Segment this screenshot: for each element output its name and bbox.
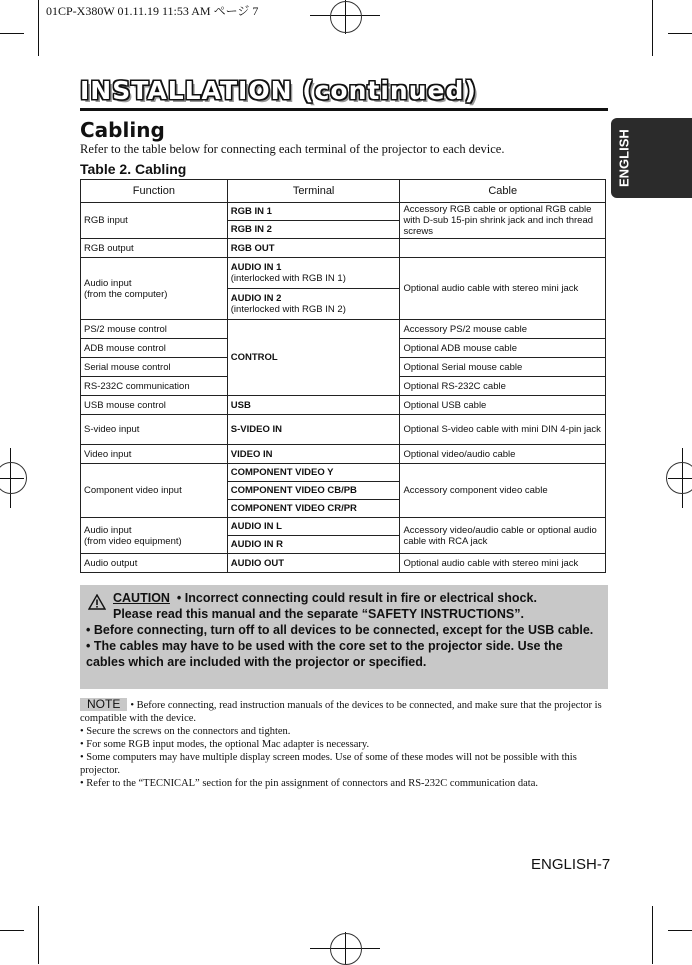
caution-label: CAUTION: [113, 591, 170, 605]
function-cell: ADB mouse control: [81, 339, 228, 358]
function-cell: Component video input: [81, 464, 228, 518]
caution-text: • Incorrect connecting could result in fire or electrical shock.: [176, 591, 537, 605]
terminal-cell: COMPONENT VIDEO CB/PB: [227, 482, 400, 500]
terminal-note: (interlocked with RGB IN 2): [230, 304, 346, 315]
cable-cell: Optional S-video cable with mini DIN 4-pin jack: [400, 415, 606, 445]
terminal-cell: [227, 289, 400, 320]
function-cell: USB mouse control: [81, 396, 228, 415]
terminal-cell: COMPONENT VIDEO CR/PR: [227, 500, 400, 518]
terminal-cell: S-VIDEO IN: [227, 415, 400, 445]
crop-mark: [668, 33, 692, 34]
table-row: [81, 445, 606, 464]
function-cell: RS-232C communication: [81, 377, 228, 396]
cable-cell: Accessory component video cable: [400, 464, 606, 518]
table-row: [81, 464, 606, 482]
note-item: • Some computers may have multiple display screen modes. Use of some of these modes will not be possible with this projector.: [80, 752, 577, 776]
terminal-cell: AUDIO OUT: [227, 554, 400, 573]
note-item: • Secure the screws on the connectors and tighten.: [80, 726, 291, 737]
crop-mark: [652, 906, 653, 964]
table-row: [81, 203, 606, 221]
cable-cell: [400, 239, 606, 258]
terminal-cell: CONTROL: [227, 320, 400, 396]
registration-mark: [0, 462, 27, 494]
page-number: ENGLISH-7: [531, 856, 611, 873]
cable-cell: Accessory video/audio cable or optional audio cable with RCA jack: [400, 518, 606, 554]
table-row: [81, 554, 606, 573]
function-cell: PS/2 mouse control: [81, 320, 228, 339]
terminal-cell: USB: [227, 396, 400, 415]
note-item: • Before connecting, read instruction manuals of the devices to be connected, and make sure that the projector is compatible with the device.: [80, 700, 602, 724]
terminal-cell: VIDEO IN: [227, 445, 400, 464]
page-title: INSTALLATION (continued): [80, 76, 477, 105]
crop-mark: [0, 33, 24, 34]
registration-mark: [330, 1, 362, 33]
function-cell: RGB input: [81, 203, 228, 239]
caution-text: • The cables may have to be used with the core set to the projector side. Use the cables which are included with the projector or specified.: [86, 639, 563, 669]
registration-mark: [330, 933, 362, 965]
crop-mark: [38, 0, 39, 56]
function-cell: S-video input: [81, 415, 228, 445]
terminal-cell: AUDIO IN L: [227, 518, 400, 536]
note-label: NOTE: [80, 698, 127, 711]
function-cell: Audio input (from video equipment): [81, 518, 228, 554]
column-header: Function: [81, 180, 228, 203]
terminal-cell: RGB OUT: [227, 239, 400, 258]
print-header: 01CP-X380W 01.11.19 11:53 AM ページ 7: [46, 4, 259, 18]
title-rule: [80, 108, 608, 111]
crop-mark: [668, 930, 692, 931]
terminal-cell: COMPONENT VIDEO Y: [227, 464, 400, 482]
cable-cell: Optional RS-232C cable: [400, 377, 606, 396]
terminal-note: (interlocked with RGB IN 1): [230, 273, 346, 284]
registration-mark: [666, 462, 692, 494]
function-cell: RGB output: [81, 239, 228, 258]
terminal-cell: RGB IN 2: [227, 221, 400, 239]
column-header: Terminal: [227, 180, 400, 203]
section-intro: Refer to the table below for connecting each terminal of the projector to each device.: [80, 142, 505, 156]
table-row: [81, 518, 606, 536]
cable-cell: Optional ADB mouse cable: [400, 339, 606, 358]
cable-cell: Accessory PS/2 mouse cable: [400, 320, 606, 339]
column-header: Cable: [400, 180, 606, 203]
note-item: • For some RGB input modes, the optional Mac adapter is necessary.: [80, 739, 370, 750]
function-cell: Audio input (from the computer): [81, 258, 228, 320]
function-cell: Video input: [81, 445, 228, 464]
cabling-table: [80, 179, 606, 573]
table-row: [81, 258, 606, 289]
function-cell: Audio output: [81, 554, 228, 573]
table-header-row: [81, 180, 606, 203]
cable-cell: Accessory RGB cable or optional RGB cable with D-sub 15-pin shrink jack and inch thread screws: [400, 203, 606, 239]
table-row: [81, 239, 606, 258]
cable-cell: Optional Serial mouse cable: [400, 358, 606, 377]
crop-mark: [0, 930, 24, 931]
cable-cell: Optional USB cable: [400, 396, 606, 415]
table-title: Table 2. Cabling: [80, 161, 187, 177]
terminal-label: AUDIO IN 2: [230, 293, 282, 304]
note-block: [80, 698, 608, 790]
cable-cell: Optional video/audio cable: [400, 445, 606, 464]
table-row: [81, 396, 606, 415]
crop-mark: [38, 906, 39, 964]
crop-mark: [652, 0, 653, 56]
section-heading: Cabling: [80, 118, 165, 142]
caution-text: • Before connecting, turn off to all devices to be connected, except for the USB cable.: [86, 623, 594, 637]
cable-cell: Optional audio cable with stereo mini jack: [400, 258, 606, 320]
caution-text: Please read this manual and the separate “SAFETY INSTRUCTIONS”.: [113, 607, 524, 621]
function-cell: Serial mouse control: [81, 358, 228, 377]
terminal-label: AUDIO IN 1: [230, 262, 282, 273]
terminal-cell: [227, 258, 400, 289]
table-row: [81, 415, 606, 445]
note-item: • Refer to the “TECNICAL” section for the pin assignment of connectors and RS-232C communication data.: [80, 778, 538, 789]
terminal-cell: RGB IN 1: [227, 203, 400, 221]
terminal-cell: AUDIO IN R: [227, 536, 400, 554]
table-row: [81, 320, 606, 339]
caution-box: [80, 585, 608, 689]
language-tab-label: ENGLISH: [616, 129, 632, 187]
cable-cell: Optional audio cable with stereo mini jack: [400, 554, 606, 573]
